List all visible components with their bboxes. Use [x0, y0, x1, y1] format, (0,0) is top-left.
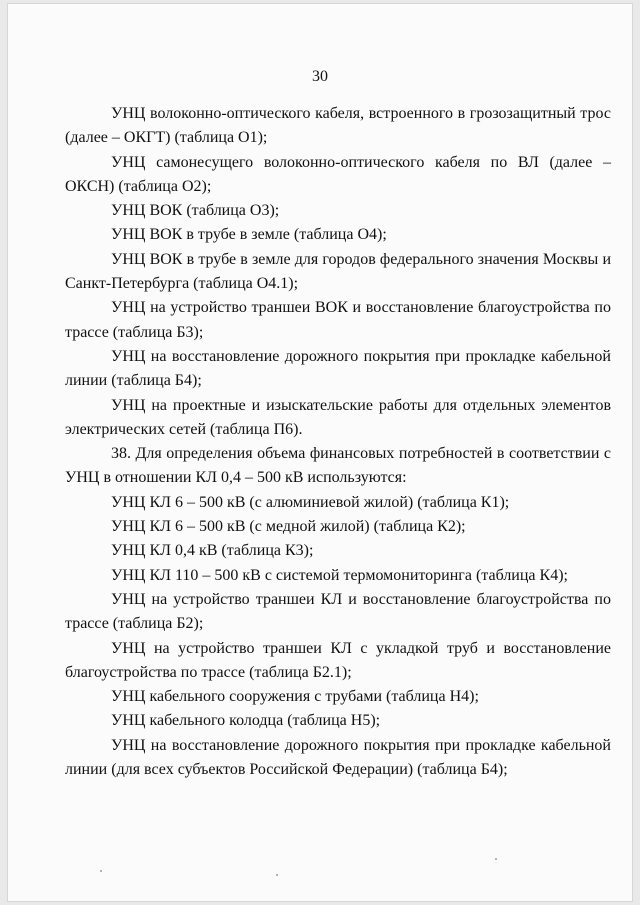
- paragraph-oksn: УНЦ самонесущего волоконно-оптического кабеля по ВЛ (далее – ОКСН) (таблица О2);: [65, 153, 611, 195]
- page-number: 30: [312, 68, 328, 85]
- paragraph-kl-trench: УНЦ на устройство траншеи КЛ и восстановление благоустройства по трассе (таблица Б2);: [65, 590, 611, 633]
- scan-speck: [100, 870, 102, 872]
- paragraph-vok-pipe-cities: УНЦ ВОК в трубе в земле для городов федерального значения Москвы и Санкт-Петербурга (таблица О4.1);: [65, 250, 611, 293]
- paragraph-road-restoration: УНЦ на восстановление дорожного покрытия при прокладке кабельной линии (таблица Б4);: [65, 347, 611, 390]
- paragraph-item-38: 38. Для определения объема финансовых потребностей в соответствии с УНЦ в отношении КЛ 0,4 – 500 кВ используются:: [65, 445, 611, 487]
- paragraph-kl-copper: УНЦ КЛ 6 – 500 кВ (с медной жилой) (таблица К2);: [111, 518, 466, 536]
- paragraph-vok-pipe: УНЦ ВОК в трубе в земле (таблица О4);: [111, 226, 387, 244]
- paragraph-kl-trench-pipes: УНЦ на устройство траншеи КЛ с укладкой труб и восстановление благоустройства по трассе (таблица Б2.1);: [65, 639, 611, 681]
- paragraph-road-restoration-all: УНЦ на восстановление дорожного покрытия при прокладке кабельной линии (для всех субъектов Российской Федерации) (таблица Б4);: [65, 736, 611, 779]
- paragraph-vok-trench: УНЦ на устройство траншеи ВОК и восстановление благоустройства по трассе (таблица Б3);: [65, 299, 611, 341]
- paragraph-kl-thermo: УНЦ КЛ 110 – 500 кВ с системой термомониторинга (таблица К4);: [111, 566, 568, 584]
- paragraph-cable-well: УНЦ кабельного колодца (таблица Н5);: [111, 712, 381, 730]
- scan-speck: [276, 874, 278, 876]
- scan-speck: [495, 858, 497, 860]
- document-body: [65, 102, 611, 782]
- paragraph-design-survey: УНЦ на проектные и изыскательские работы для отдельных элементов электрических сетей (таблица П6).: [65, 396, 611, 438]
- paragraph-vok: УНЦ ВОК (таблица О3);: [111, 202, 280, 220]
- document-page: [8, 4, 632, 901]
- paragraph-kl-aluminium: УНЦ КЛ 6 – 500 кВ (с алюминиевой жилой) (таблица К1);: [111, 493, 510, 511]
- paragraph-kl-04: УНЦ КЛ 0,4 кВ (таблица К3);: [111, 542, 314, 560]
- paragraph-okgt: УНЦ волоконно-оптического кабеля, встроенного в грозозащитный трос (далее – ОКГТ) (таблица О1);: [65, 105, 611, 147]
- paragraph-cable-structure: УНЦ кабельного сооружения с трубами (таблица Н4);: [111, 688, 479, 706]
